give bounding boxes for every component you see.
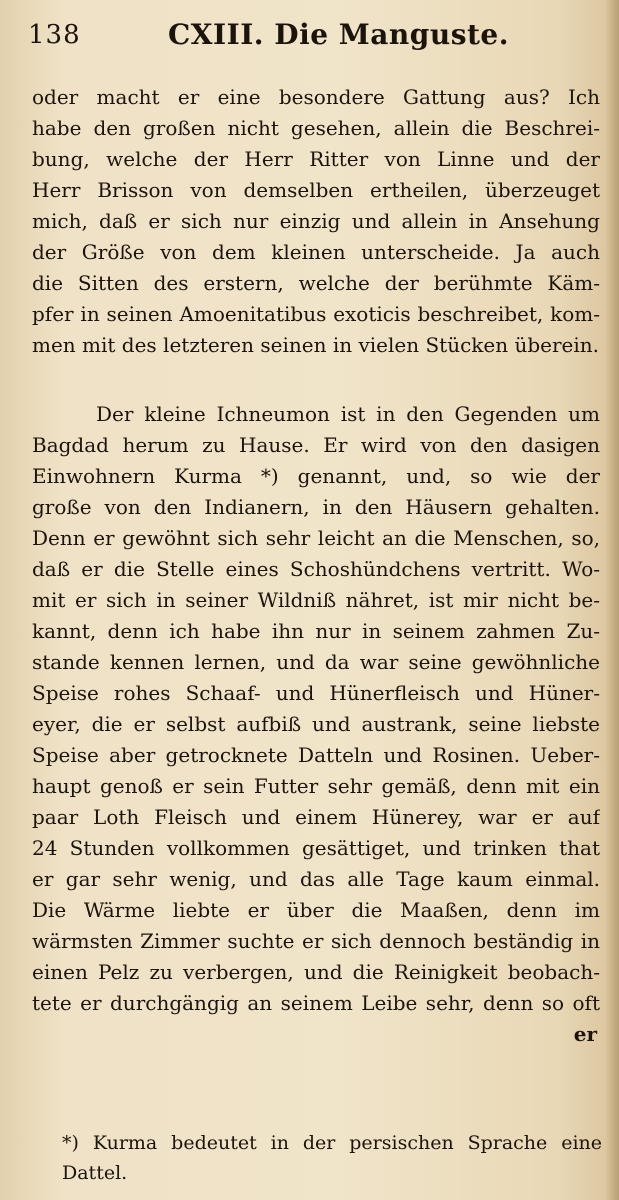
paragraph-gap bbox=[32, 361, 600, 399]
text-line: die Sitten des erstern, welche der berühmte Käm- bbox=[32, 271, 600, 295]
text-line: haupt genoß er sein Futter sehr gemäß, denn mit ein bbox=[32, 774, 600, 798]
text-line: Speise aber getrocknete Datteln und Rosinen. Ueber- bbox=[32, 743, 600, 767]
page-number: 138 bbox=[28, 20, 81, 50]
text-line: große von den Indianern, in den Häusern gehalten. bbox=[32, 495, 600, 519]
body-text bbox=[32, 82, 600, 1019]
text-line: er gar sehr wenig, und das alle Tage kaum einmal. bbox=[32, 867, 600, 891]
page-edge-shadow bbox=[605, 0, 619, 1200]
footnote-line: Dattel. bbox=[62, 1162, 128, 1184]
text-line: bung, welche der Herr Ritter von Linne und der bbox=[32, 147, 600, 171]
text-line: kannt, denn ich habe ihn nur in seinem zahmen Zu- bbox=[32, 619, 600, 643]
text-line: Denn er gewöhnt sich sehr leicht an die Menschen, so, bbox=[32, 526, 600, 550]
text-line: men mit des letzteren seinen in vielen Stücken überein. bbox=[32, 333, 600, 357]
catchword: er bbox=[573, 1022, 597, 1046]
text-line: habe den großen nicht gesehen, allein die Beschrei- bbox=[32, 116, 600, 140]
text-line: tete er durchgängig an seinem Leibe sehr, denn so oft bbox=[32, 991, 600, 1015]
footnote bbox=[62, 1128, 602, 1188]
text-line: pfer in seinen Amoenitatibus exoticis beschreibet, kom- bbox=[32, 302, 600, 326]
page-header bbox=[28, 14, 588, 54]
text-line: stande kennen lernen, und da war seine gewöhnliche bbox=[32, 650, 600, 674]
text-line: Speise rohes Schaaf- und Hünerfleisch und Hüner- bbox=[32, 681, 600, 705]
text-line: mit er sich in seiner Wildniß nähret, ist mir nicht be- bbox=[32, 588, 600, 612]
text-line: Der kleine Ichneumon ist in den Gegenden um bbox=[96, 402, 600, 426]
text-line: Einwohnern Kurma *) genannt, und, so wie der bbox=[32, 464, 600, 488]
text-line: Bagdad herum zu Hause. Er wird von den dasigen bbox=[32, 433, 600, 457]
footnote-line: *) Kurma bedeutet in der persischen Sprache eine bbox=[62, 1132, 602, 1154]
text-line: wärmsten Zimmer suchte er sich dennoch beständig in bbox=[32, 929, 600, 953]
text-line: einen Pelz zu verbergen, und die Reinigkeit beobach- bbox=[32, 960, 600, 984]
text-line: eyer, die er selbst aufbiß und austrank, seine liebste bbox=[32, 712, 600, 736]
text-line: 24 Stunden vollkommen gesättiget, und trinken that bbox=[32, 836, 600, 860]
text-line: Die Wärme liebte er über die Maaßen, denn im bbox=[32, 898, 600, 922]
text-line: oder macht er eine besondere Gattung aus? Ich bbox=[32, 85, 600, 109]
text-line: Herr Brisson von demselben ertheilen, überzeuget bbox=[32, 178, 600, 202]
text-line: paar Loth Fleisch und einem Hünerey, war er auf bbox=[32, 805, 600, 829]
running-head: CXIII. Die Manguste. bbox=[168, 18, 509, 51]
text-line: der Größe von dem kleinen unterscheide. Ja auch bbox=[32, 240, 600, 264]
text-line: mich, daß er sich nur einzig und allein in Ansehung bbox=[32, 209, 600, 233]
text-line: daß er die Stelle eines Schoshündchens vertritt. Wo- bbox=[32, 557, 600, 581]
